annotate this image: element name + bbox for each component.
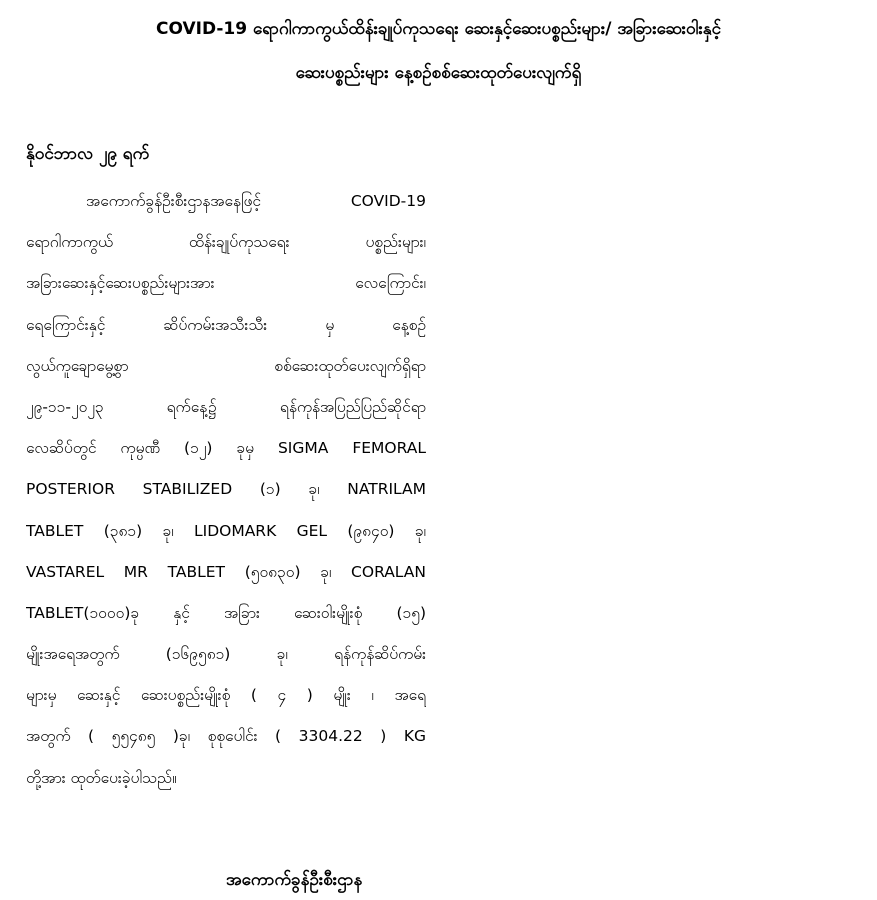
body-line: အတွက် ( ၅၅၄၈၅ )ခု၊ စုစုပေါင်း ( 3304.22 ) KG <box>26 727 426 746</box>
body-line: တို့အား ထုတ်ပေးခဲ့ပါသည်။ <box>26 768 177 787</box>
body-line: ၂၉-၁၁-၂၀၂၃ ရက်နေ့၌ ရန်ကုန်အပြည်ပြည်ဆိုင်ရာ <box>26 397 426 416</box>
body-line: မျိုးအရေအတွက် (၁၆၉၅၈၁) ခု၊ ရန်ကုန်ဆိပ်ကမ်း <box>26 645 426 664</box>
body-line: VASTAREL MR TABLET (၅၀၈၃၀) ခု၊ CORALAN <box>26 562 426 581</box>
body-line: အခြားဆေးနှင့်ဆေးပစ္စည်းများအား လေကြောင်း၊ <box>26 274 426 293</box>
body-line: ရေကြောင်းနှင့် ဆိပ်ကမ်းအသီးသီး မှ နေ့စဉ် <box>26 315 426 334</box>
body-line: TABLET(၁၀၀၀)ခု နှင့် အခြား ဆေးဝါးမျိုးစုံ (၁၅) <box>26 603 426 622</box>
body-line: များမှ ဆေးနှင့် ဆေးပစ္စည်းမျိုးစုံ ( ၄ ) မျိုး ၊ အရေ <box>26 686 426 705</box>
body-line: ရောဂါကာကွယ် ထိန်းချုပ်ကုသရေး ပစ္စည်းများ၊ <box>26 233 426 252</box>
body-line: TABLET (၃၈၁) ခု၊ LIDOMARK GEL (၉၈၄၀) ခု၊ <box>26 521 426 540</box>
body-line: လွယ်ကူချောမွေ့စွာ စစ်ဆေးထုတ်ပေးလျက်ရှိရာ <box>26 356 426 375</box>
signature-department: အကောက်ခွန်ဦးစီးဌာန <box>226 870 363 890</box>
body-line: အကောက်ခွန်ဦးစီးဌာနအနေဖြင့် COVID-19 <box>86 192 426 210</box>
date-heading: နိုဝင်ဘာလ ၂၉ ရက် <box>26 144 150 164</box>
body-line: လေဆိပ်တွင် ကုမ္ပဏီ (၁၂) ခုမှ SIGMA FEMORAL <box>26 439 426 458</box>
body-line: POSTERIOR STABILIZED (၁) ခု၊ NATRILAM <box>26 480 426 499</box>
headline-line-2: ဆေးပစ္စည်းများ နေ့စဉ်စစ်ဆေးထုတ်ပေးလျက်ရှိ <box>295 63 582 83</box>
body-paragraph <box>26 181 426 799</box>
headline-line-1: COVID-19 ရောဂါကာကွယ်ထိန်းချုပ်ကုသရေး ဆေးနှင့်ဆေးပစ္စည်းများ/ အခြားဆေးဝါးနှင့် <box>156 19 721 39</box>
